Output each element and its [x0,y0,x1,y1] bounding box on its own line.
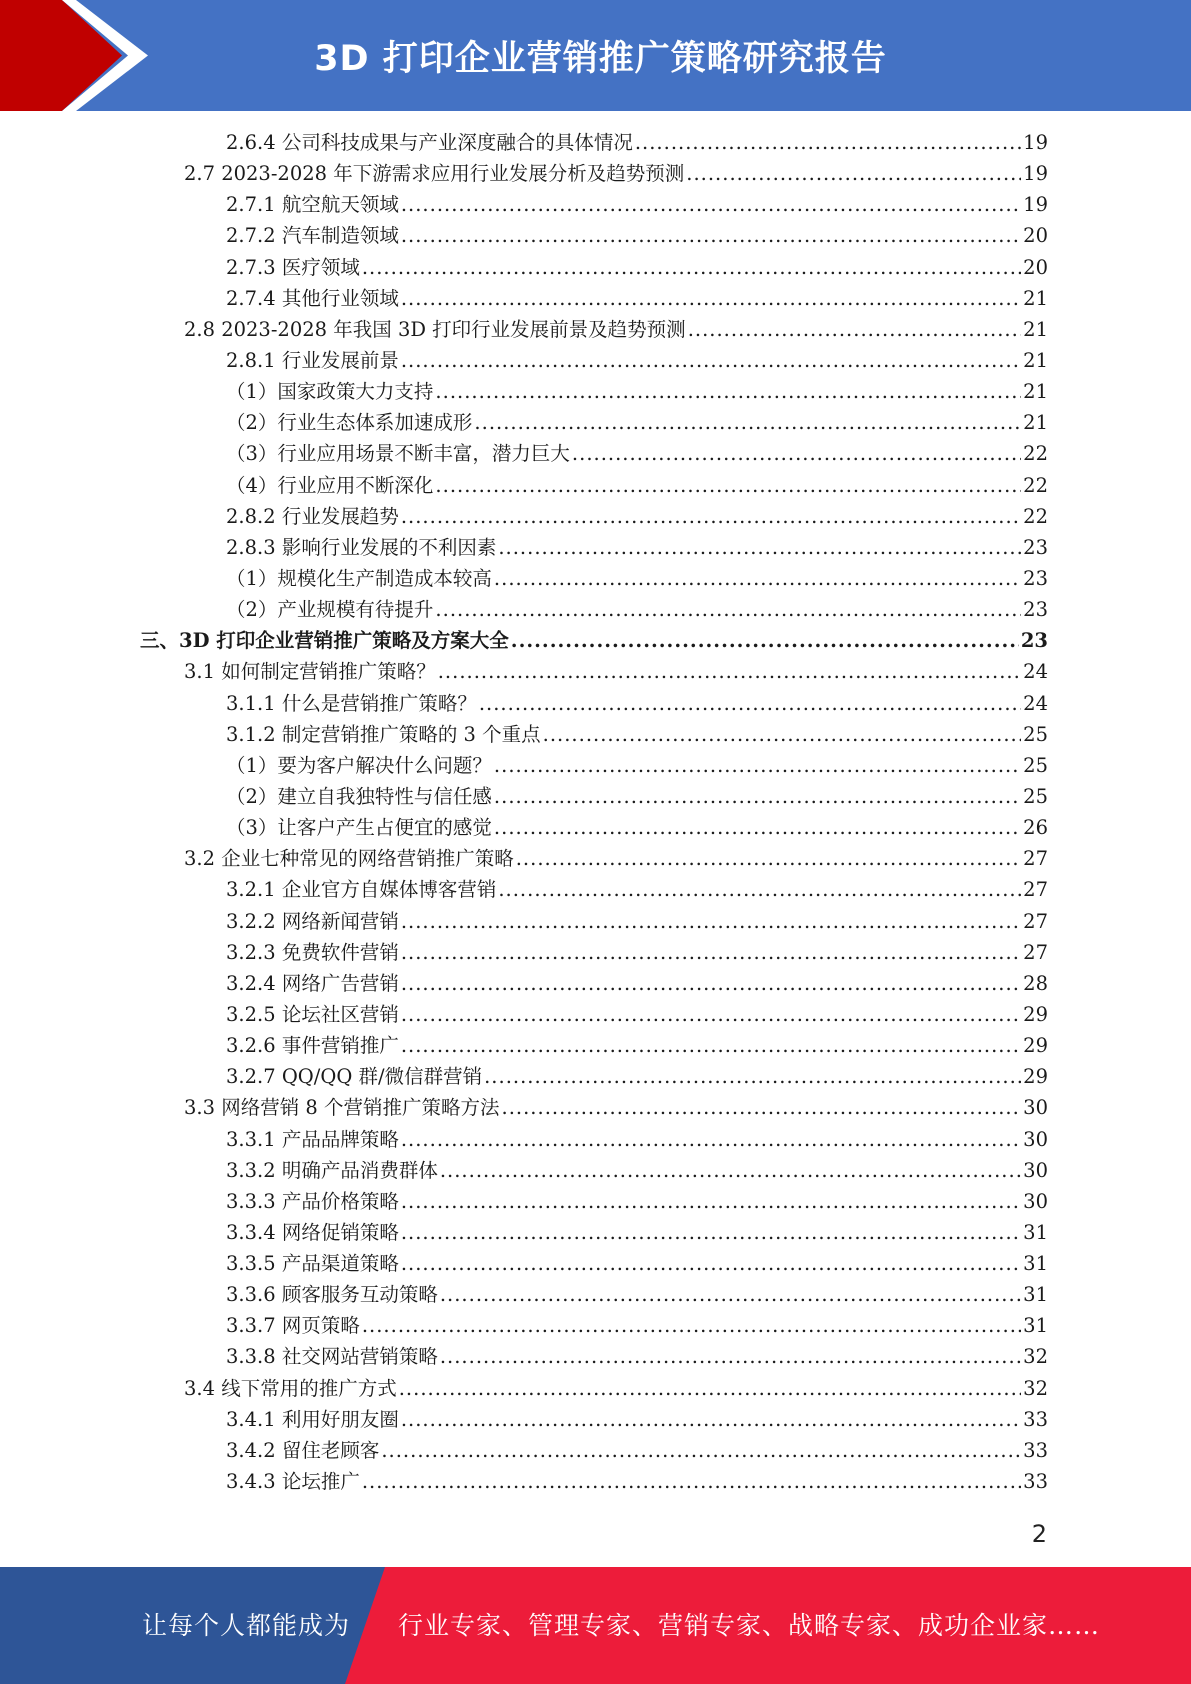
toc-entry[interactable] [140,874,1048,905]
toc-dot-leader [479,688,1021,719]
toc-dot-leader [435,376,1021,407]
toc-dot-leader [362,1310,1021,1341]
toc-entry-page: 21 [1023,411,1048,435]
toc-entry[interactable] [140,1124,1048,1155]
toc-entry-title: （4）行业应用不断深化 [226,473,434,497]
toc-entry[interactable] [140,843,1048,874]
toc-entry-page: 30 [1023,1158,1048,1182]
toc-entry-page: 29 [1023,1034,1048,1058]
footer-slogan: 让每个人都能成为 [142,1611,351,1640]
toc-entry-page: 25 [1023,784,1048,808]
toc-entry-title: 三、3D 打印企业营销推广策略及方案大全 [140,629,509,653]
toc-entry-page: 29 [1023,1065,1048,1089]
toc-entry[interactable] [140,781,1048,812]
toc-entry[interactable] [140,688,1048,719]
toc-entry[interactable] [140,625,1048,656]
toc-entry[interactable] [140,1435,1048,1466]
toc-entry[interactable] [140,438,1048,469]
toc-entry-title: 3.4.3 论坛推广 [226,1470,360,1494]
toc-entry[interactable] [140,812,1048,843]
toc-entry-title: （3）行业应用场景不断丰富，潜力巨大 [226,442,570,466]
toc-entry[interactable] [140,283,1048,314]
toc-dot-leader [635,127,1021,158]
toc-entry-page: 32 [1023,1345,1048,1369]
toc-entry[interactable] [140,750,1048,781]
toc-entry[interactable] [140,189,1048,220]
toc-dot-leader [511,625,1019,656]
toc-dot-leader [484,1061,1021,1092]
toc-entry[interactable] [140,656,1048,687]
toc-dot-leader [401,1248,1021,1279]
toc-dot-leader [401,345,1021,376]
toc-entry-title: 3.2.7 QQ/QQ 群/微信群营销 [226,1065,483,1089]
toc-entry[interactable] [140,252,1048,283]
toc-entry-title: （2）行业生态体系加速成形 [226,411,473,435]
toc-entry-title: （3）让客户产生占便宜的感觉 [226,816,492,840]
toc-entry-page: 31 [1023,1283,1048,1307]
toc-entry[interactable] [140,158,1048,189]
toc-entry-page: 31 [1023,1220,1048,1244]
toc-entry[interactable] [140,1061,1048,1092]
toc-entry[interactable] [140,1404,1048,1435]
table-of-contents [140,127,1048,1497]
toc-entry-title: 3.2.4 网络广告营销 [226,971,399,995]
toc-entry-page: 23 [1023,598,1048,622]
toc-entry-page: 33 [1023,1407,1048,1431]
toc-entry-title: 3.2.5 论坛社区营销 [226,1002,399,1026]
toc-entry-title: （1）国家政策大力支持 [226,380,434,404]
toc-entry-title: 3.3.2 明确产品消费群体 [226,1158,438,1182]
toc-entry[interactable] [140,1217,1048,1248]
toc-dot-leader [494,563,1021,594]
toc-entry-title: 2.7.1 航空航天领域 [226,193,399,217]
toc-entry-page: 22 [1023,442,1048,466]
toc-entry-page: 19 [1023,162,1048,186]
toc-entry[interactable] [140,532,1048,563]
toc-entry-page: 23 [1023,566,1048,590]
toc-entry-page: 21 [1023,380,1048,404]
toc-entry-title: 3.3.7 网页策略 [226,1314,360,1338]
toc-entry-title: 2.8.1 行业发展前景 [226,348,399,372]
toc-entry-title: 2.6.4 公司科技成果与产业深度融合的具体情况 [226,131,633,154]
toc-entry[interactable] [140,1186,1048,1217]
toc-entry-page: 27 [1023,909,1048,933]
toc-entry[interactable] [140,563,1048,594]
toc-entry-title: 2.8 2023-2028 年我国 3D 打印行业发展前景及趋势预测 [184,317,686,341]
toc-entry-page: 33 [1023,1470,1048,1494]
footer-banner [0,1567,1191,1684]
toc-dot-leader [572,438,1021,469]
toc-dot-leader [401,937,1021,968]
toc-entry[interactable] [140,719,1048,750]
toc-entry-page: 26 [1023,816,1048,840]
toc-entry[interactable] [140,1092,1048,1123]
toc-entry-title: （2）建立自我独特性与信任感 [226,784,492,808]
toc-entry[interactable] [140,1466,1048,1497]
toc-dot-leader [498,874,1021,905]
toc-entry-title: 3.3.1 产品品牌策略 [226,1127,399,1151]
toc-entry[interactable] [140,1310,1048,1341]
toc-entry-page: 20 [1023,224,1048,248]
toc-dot-leader [688,314,1021,345]
toc-dot-leader [686,158,1021,189]
toc-dot-leader [401,906,1021,937]
toc-entry[interactable] [140,127,1048,158]
toc-entry-page: 27 [1023,940,1048,964]
toc-entry-page: 33 [1023,1438,1048,1462]
toc-entry-title: （1）规模化生产制造成本较高 [226,566,492,590]
toc-dot-leader [440,1155,1021,1186]
toc-entry-page: 21 [1023,348,1048,372]
toc-entry-page: 25 [1023,753,1048,777]
toc-dot-leader [401,968,1021,999]
toc-entry-title: 3.1.1 什么是营销推广策略？ [226,691,477,715]
toc-entry-title: 3.2.1 企业官方自媒体博客营销 [226,878,497,902]
toc-entry-title: （1）要为客户解决什么问题？ [226,753,492,777]
toc-entry[interactable] [140,1030,1048,1061]
toc-entry[interactable] [140,1341,1048,1372]
toc-entry-title: 2.7.3 医疗领域 [226,255,360,279]
toc-entry-page: 31 [1023,1314,1048,1338]
toc-dot-leader [401,220,1021,251]
toc-dot-leader [498,532,1021,563]
toc-dot-leader [502,1092,1022,1123]
toc-entry[interactable] [140,407,1048,438]
toc-dot-leader [516,843,1021,874]
report-title: 3D 打印企业营销推广策略研究报告 [314,38,887,79]
toc-entry[interactable] [140,968,1048,999]
toc-dot-leader [401,1217,1021,1248]
toc-entry-title: 3.3.6 顾客服务互动策略 [226,1283,438,1307]
toc-dot-leader [401,1124,1021,1155]
toc-entry[interactable] [140,220,1048,251]
toc-entry-title: 2.8.2 行业发展趋势 [226,504,399,528]
toc-entry-title: 3.3 网络营销 8 个营销推广策略方法 [184,1096,500,1120]
toc-entry-page: 25 [1023,722,1048,746]
toc-entry[interactable] [140,906,1048,937]
toc-dot-leader [435,470,1021,501]
toc-entry-page: 24 [1023,691,1048,715]
toc-entry[interactable] [140,937,1048,968]
toc-entry-page: 31 [1023,1252,1048,1276]
toc-entry-title: 3.3.8 社交网站营销策略 [226,1345,438,1369]
toc-entry-page: 27 [1023,878,1048,902]
toc-dot-leader [494,812,1021,843]
toc-entry-title: 3.3.4 网络促销策略 [226,1220,399,1244]
toc-dot-leader [401,1030,1021,1061]
toc-entry-title: 2.7 2023-2028 年下游需求应用行业发展分析及趋势预测 [184,162,685,186]
toc-entry-title: 3.2.6 事件营销推广 [226,1034,399,1058]
toc-entry[interactable] [140,1373,1048,1404]
toc-entry[interactable] [140,501,1048,532]
footer-roles: 行业专家、管理专家、营销专家、战略专家、成功企业家…… [398,1611,1101,1640]
chevron-arrow-icon [0,0,160,111]
toc-entry[interactable] [140,1279,1048,1310]
toc-entry-page: 22 [1023,473,1048,497]
toc-dot-leader [401,1186,1021,1217]
toc-entry-page: 30 [1023,1127,1048,1151]
toc-dot-leader [440,1341,1021,1372]
toc-entry-page: 20 [1023,255,1048,279]
toc-entry-page: 21 [1023,317,1048,341]
toc-entry-title: 2.8.3 影响行业发展的不利因素 [226,535,497,559]
toc-entry-title: 2.7.4 其他行业领域 [226,286,399,310]
toc-entry[interactable] [140,999,1048,1030]
toc-entry-page: 27 [1023,847,1048,871]
toc-dot-leader [362,1466,1021,1497]
toc-dot-leader [399,1373,1021,1404]
toc-entry-page: 22 [1023,504,1048,528]
header-banner [0,0,1191,111]
toc-dot-leader [401,189,1021,220]
toc-entry[interactable] [140,470,1048,501]
toc-entry-title: 3.4 线下常用的推广方式 [184,1376,397,1400]
toc-dot-leader [401,501,1021,532]
toc-dot-leader [494,750,1021,781]
toc-entry-page: 32 [1023,1376,1048,1400]
toc-entry-title: 3.3.3 产品价格策略 [226,1189,399,1213]
toc-entry-page: 23 [1020,629,1048,653]
toc-entry-title: 3.2.3 免费软件营销 [226,940,399,964]
toc-dot-leader [401,283,1021,314]
toc-entry-title: 2.7.2 汽车制造领域 [226,224,399,248]
toc-entry-page: 19 [1023,131,1048,154]
toc-entry-page: 29 [1023,1002,1048,1026]
toc-dot-leader [494,781,1021,812]
toc-dot-leader [362,252,1021,283]
toc-dot-leader [381,1435,1021,1466]
toc-entry-title: 3.1 如何制定营销推广策略？ [184,660,436,684]
toc-entry-title: 3.3.5 产品渠道策略 [226,1252,399,1276]
toc-dot-leader [474,407,1021,438]
toc-entry[interactable] [140,345,1048,376]
toc-dot-leader [440,1279,1021,1310]
toc-entry[interactable] [140,1155,1048,1186]
toc-dot-leader [438,656,1021,687]
toc-entry-page: 21 [1023,286,1048,310]
toc-entry[interactable] [140,314,1048,345]
toc-entry-page: 30 [1023,1096,1048,1120]
toc-entry-page: 30 [1023,1189,1048,1213]
toc-dot-leader [401,1404,1021,1435]
toc-entry[interactable] [140,594,1048,625]
toc-dot-leader [401,999,1021,1030]
toc-entry-title: 3.2.2 网络新闻营销 [226,909,399,933]
toc-entry-title: （2）产业规模有待提升 [226,598,434,622]
toc-entry[interactable] [140,1248,1048,1279]
toc-entry-title: 3.4.1 利用好朋友圈 [226,1407,399,1431]
toc-entry-title: 3.2 企业七种常见的网络营销推广策略 [184,847,514,871]
toc-dot-leader [435,594,1021,625]
toc-dot-leader [543,719,1022,750]
toc-entry-page: 19 [1023,193,1048,217]
toc-entry-page: 24 [1023,660,1048,684]
page-number: 2 [1031,1520,1047,1548]
toc-entry-page: 23 [1023,535,1048,559]
toc-entry-title: 3.4.2 留住老顾客 [226,1438,380,1462]
toc-entry-page: 28 [1023,971,1048,995]
toc-entry-title: 3.1.2 制定营销推广策略的 3 个重点 [226,722,541,746]
toc-entry[interactable] [140,376,1048,407]
